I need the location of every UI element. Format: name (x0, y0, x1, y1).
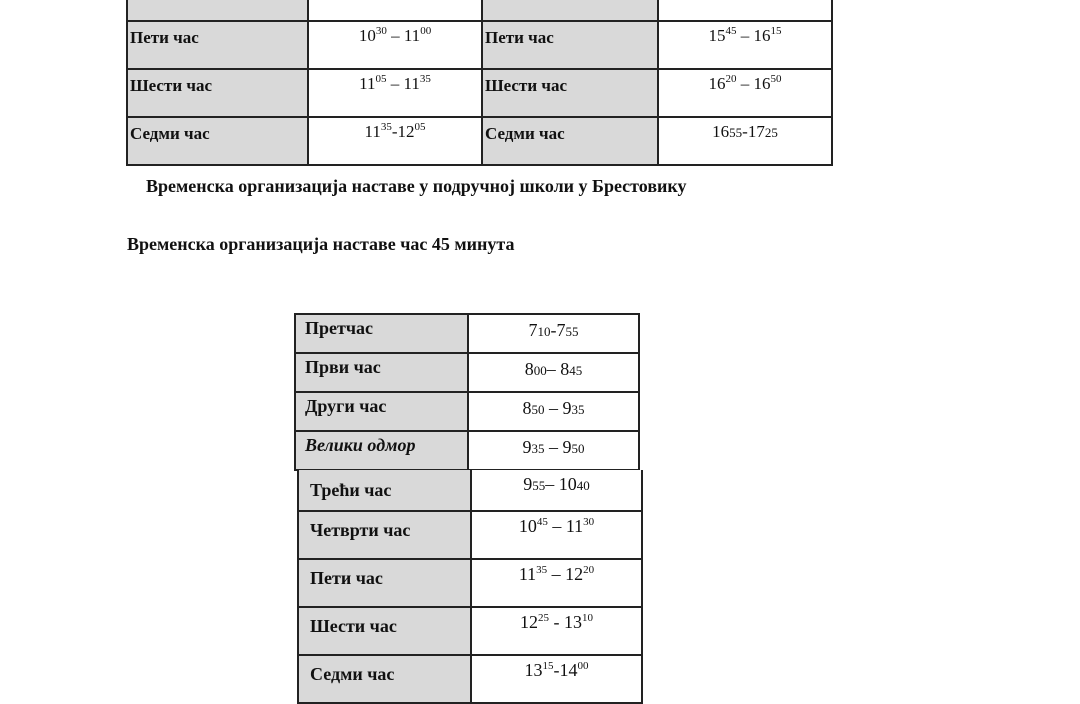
lesson-label: Седми час (482, 117, 658, 165)
table-row (298, 559, 642, 607)
lesson-time: $16^{20} - 16^{50}$ (658, 69, 832, 117)
lesson-label: Пети час (298, 559, 471, 607)
lesson-label: Шести час (482, 69, 658, 117)
table-row (295, 353, 639, 392)
lesson-time (308, 0, 482, 21)
table-row (127, 117, 832, 165)
late-morning-schedule-table (297, 470, 643, 704)
lesson-time: $15^{45} - 16^{15}$ (658, 21, 832, 69)
branch-school-heading: Временска организација наставе у подручној школи у Брестовику (146, 176, 687, 196)
lesson-time: 710-755 (468, 314, 639, 353)
table-row (298, 470, 642, 511)
lesson-time: 800– 845 (468, 353, 639, 392)
table-row (295, 431, 639, 470)
lesson-label: Трећи час (298, 470, 471, 511)
lesson-label: Шести час (127, 69, 308, 117)
lesson-time: 955– 1040 (471, 470, 642, 511)
lesson-time: 850 – 935 (468, 392, 639, 431)
lesson-label: Велики одмор (295, 431, 468, 470)
lesson-time: $10^{30} - 11^{00}$ (308, 21, 482, 69)
lesson-label: Седми час (127, 117, 308, 165)
morning-schedule-table (294, 313, 640, 471)
lesson-label: Други час (295, 392, 468, 431)
lesson-time: $11^{35}-12^{05}$ (308, 117, 482, 165)
lesson-label (482, 0, 658, 21)
lesson-time: 935 – 950 (468, 431, 639, 470)
lesson-label: Шести час (298, 607, 471, 655)
lesson-time: $10^{45} - 11^{30}$ (471, 511, 642, 559)
lesson-time (658, 0, 832, 21)
lesson-time: $12^{25} - 13^{10}$ (471, 607, 642, 655)
lesson-label: Четврти час (298, 511, 471, 559)
lesson-time: $13^{15}-14^{00}$ (471, 655, 642, 703)
top-schedule-table (126, 0, 833, 166)
lesson-label: Први час (295, 353, 468, 392)
lesson-label: Претчас (295, 314, 468, 353)
lesson-label: Пети час (127, 21, 308, 69)
table-row (295, 314, 639, 353)
table-row (127, 21, 832, 69)
lesson-label (127, 0, 308, 21)
table-row (298, 511, 642, 559)
lesson-time: 1655-1725 (658, 117, 832, 165)
lesson-label: Пети час (482, 21, 658, 69)
lesson-time: $11^{35} - 12^{20}$ (471, 559, 642, 607)
lesson-45-heading: Временска организација наставе час 45 минута (127, 234, 515, 254)
lesson-label: Седми час (298, 655, 471, 703)
table-row (298, 655, 642, 703)
table-row (298, 607, 642, 655)
table-row (127, 69, 832, 117)
table-row (127, 0, 832, 21)
lesson-time: $11^{05} - 11^{35}$ (308, 69, 482, 117)
table-row (295, 392, 639, 431)
